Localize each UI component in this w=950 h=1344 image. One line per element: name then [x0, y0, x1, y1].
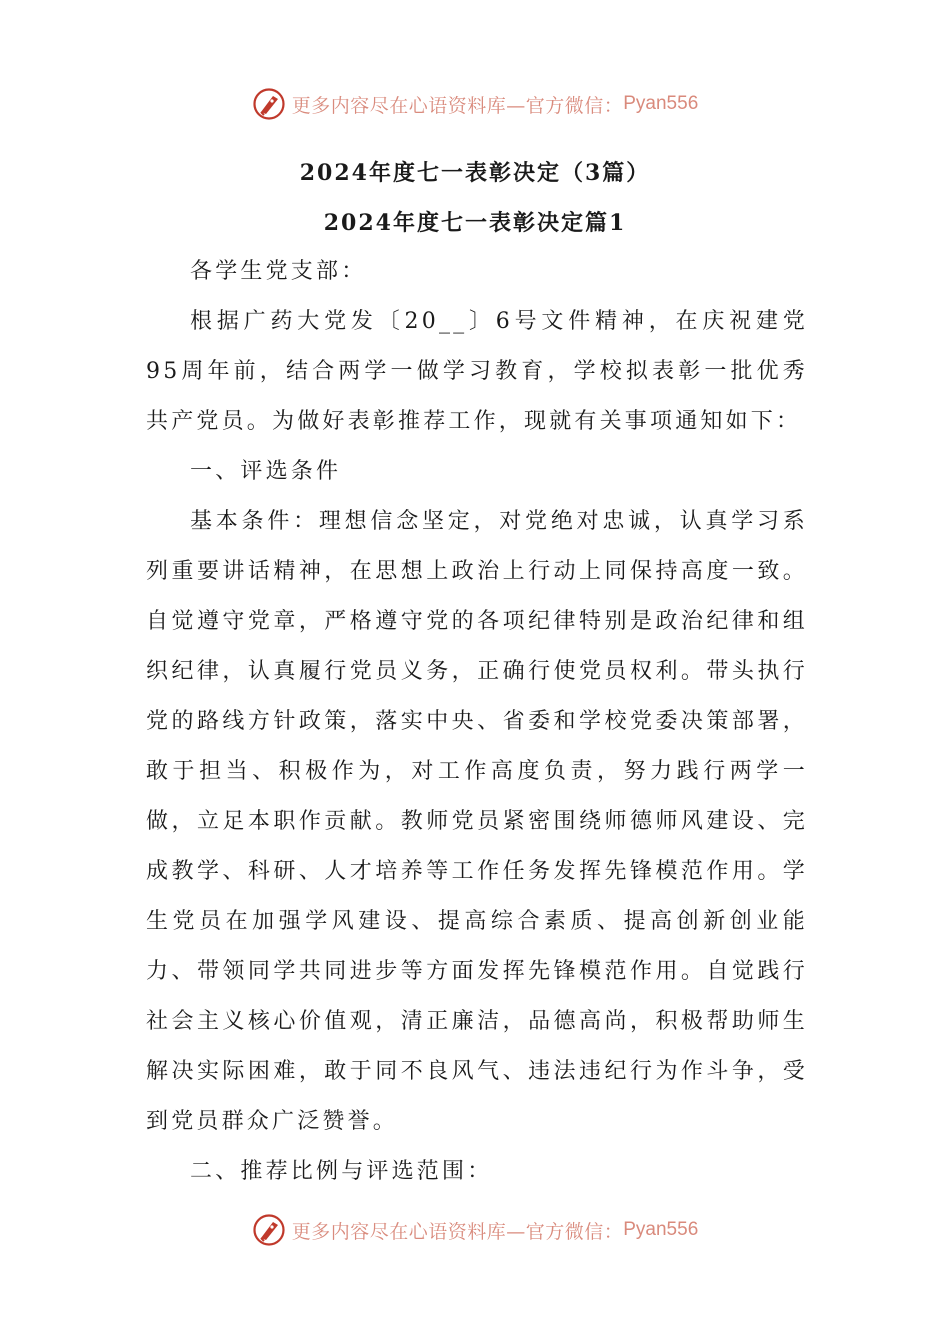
watermark-text: 更多内容尽在心语资料库—官方微信：	[291, 1220, 624, 1243]
watermark-text: 更多内容尽在心语资料库—官方微信：	[291, 94, 624, 117]
header-watermark-banner	[0, 82, 950, 126]
paragraph: 基本条件：理想信念坚定，对党绝对忠诚，认真学习系列重要讲话精神，在思想上政治上行动上同保持高度一致。自觉遵守党章，严格遵守党的各项纪律特别是政治纪律和组织纪律，认真履行党员义务，正确行使党员权利。带头执行党的路线方针政策，落实中央、省委和学校党委决策部署，敢于担当、积极作为，对工作高度负责，努力践行两学一做，立足本职作贡献。教师党员紧密围绕师德师风建设、完成教学、科研、人才培养等工作任务发挥先锋模范作用。学生党员在加强学风建设、提高综合素质、提高创新创业能力、带领同学共同进步等方面发挥先锋模范作用。自觉践行社会主义核心价值观，清正廉洁，品德高尚，积极帮助师生解决实际困难，敢于同不良风气、违法违纪行为作斗争，受到党员群众广泛赞誉。	[146, 509, 808, 1134]
wechat-id: Pyan556	[623, 1219, 699, 1240]
document-title: 2024年度七一表彰决定（3篇）	[299, 160, 651, 186]
salutation: 各学生党支部：	[190, 259, 367, 284]
pen-nib-icon	[252, 1213, 286, 1247]
document-body	[146, 247, 808, 1197]
paragraph: 根据广药大党发〔20__〕6号文件精神，在庆祝建党95周年前，结合两学一做学习教育，学校拟表彰一批优秀共产党员。为做好表彰推荐工作，现就有关事项通知如下：	[146, 309, 808, 434]
wechat-id: Pyan556	[623, 93, 699, 114]
section-heading: 二、推荐比例与评选范围：	[190, 1159, 493, 1184]
pen-nib-icon	[252, 87, 286, 121]
footer-watermark-banner	[0, 1208, 950, 1252]
section-heading: 一、评选条件	[190, 459, 342, 484]
document-subtitle: 2024年度七一表彰决定篇1	[323, 210, 627, 236]
